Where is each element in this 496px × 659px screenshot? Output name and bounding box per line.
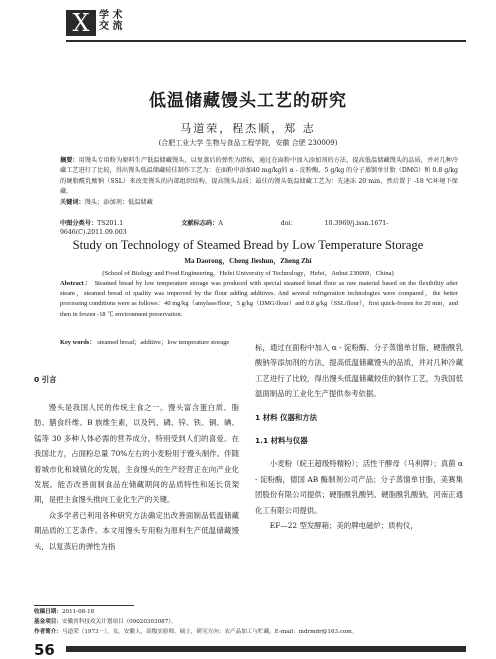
paper-title-en: Study on Technology of Steamed Bread by Low Temperature Storage	[72, 238, 424, 252]
clc-field	[60, 220, 151, 227]
abstract-en	[60, 279, 458, 320]
received-value: 2011-08-18	[61, 609, 95, 615]
clc-value: TS201.1	[97, 220, 124, 227]
footer-bar	[66, 646, 466, 652]
doi-label: doi：	[280, 220, 297, 227]
doi-value: 10.3969/j.issn.1671-9646(C).2011.09.003	[60, 220, 389, 236]
footnotes	[34, 607, 464, 637]
affiliation-en: (School of Biology and Food Engineering，Hefei University of Technology，Hefei，Anhui 230069，China)	[102, 270, 394, 277]
page-number: 56	[34, 641, 55, 659]
intro-heading: 0 引言	[34, 375, 57, 384]
keywords-cn-text: 馒头；添加剂；低温储藏	[84, 198, 153, 206]
instruments-paragraph: EF—22 型发酵箱；美的牌电磁炉；质构仪，	[269, 521, 418, 531]
author-bio-label: 作者简介：	[34, 629, 62, 635]
abstract-en-text: Steamed bread by low temperature storage was produced with special steamed bread flour as raw material based on the flexibility after steam，steamed bread of quality was improved by the flour adding additives. And several refrigeration technologies were compared，the better processing conditions were as follows：40 mg/kg（amylase/flour，5 g/kg（DMG/flour）and 0.8 g/kg（SSL/flour），first quick-frozen for 20 min，and then in frozen -18 ℃ environment preservation.	[60, 280, 459, 318]
abstract-en-label: Abstract：	[60, 280, 93, 287]
intro-paragraph-2: 众多学者已利用各种研究方法确定出改善面制品低温储藏期品质的工艺条件。本文用馒头专用粉为原料生产低温储藏馒头，以复蒸后的弹性为指	[34, 510, 239, 551]
left-column	[34, 400, 239, 554]
affiliation: (合肥工业大学 生物与食品工程学院，安徽 合肥 230009)	[158, 139, 338, 147]
section-letter-badge: X	[66, 10, 96, 36]
footnote-rule	[34, 605, 134, 606]
footnote-received	[34, 607, 464, 617]
section-label	[99, 10, 122, 32]
section-label-line1: 学 术	[99, 10, 123, 21]
abstract-cn-label: 摘要：	[60, 157, 79, 164]
abstract-cn	[60, 156, 458, 208]
doc-code-label: 文献标志码：	[181, 220, 219, 227]
classification-line	[60, 219, 458, 237]
doc-code-field	[181, 220, 251, 227]
section-1-1-heading: 1.1 材料与仪器	[255, 436, 308, 446]
clc-label: 中图分类号：	[60, 220, 98, 227]
materials-paragraph: 小麦粉（皖王超级特精粉）；活性干酵母（马利牌）；真菌 α - 淀粉酶，德国 AB 酶制剂公司产品；分子蒸馏单甘脂，美赛集团股份有限公司提供；硬脂酰乳酸钙、硬脂酰乳酸钠，河南正通化工有限公司提供。	[255, 459, 463, 515]
doc-code-value: A	[218, 220, 223, 227]
section-1-heading: 1 材料 仪器和方法	[255, 412, 318, 422]
keywords-en-text: steamed bread；additive；low temperature storage	[97, 339, 230, 346]
keywords-cn-label: 关键词：	[60, 198, 85, 206]
header-rule	[66, 40, 466, 42]
abstract-cn-text: 用馒头专用粉为原料生产低温储藏馒头，以复蒸后的弹性为指标，通过在面粉中加入添加剂的方法，提高低温储藏馒头的品质，并对几种冷藏工艺进行了比较，得出馒头低温储藏较佳制作工艺为：在面粉中添加40 mg/kg的 α - 淀粉酶、5 g/kg 的分子蒸馏单甘脂（DMG）和 0.8 g/kg 的硬脂酰乳酸钠（SSL）来改变馒头的内部组织结构，提高馒头品质；最佳的馒头低温储藏工艺为：先速冻 20 min，然后置于 -18 ℃环境下保藏。	[60, 157, 459, 196]
intro-continuation: 标，通过在面粉中加入 α - 淀粉酶、分子蒸馏单甘脂、硬脂酰乳酸钠等添加剂的方法，提高低温储藏馒头的品质，并对几种冷藏工艺进行了比较，得出馒头低温储藏较佳的制作工艺，为我国低温面制品的工业化生产提供参考依据。	[255, 343, 463, 399]
author-bio-value: 马道荣（1973－），女，安徽人，高级实验师，硕士，研究方向：农产品加工与贮藏。E-mail：mdrmdr@163.com。	[61, 629, 358, 635]
section-label-line2: 交 流	[99, 21, 123, 32]
received-label: 收稿日期：	[34, 609, 62, 615]
footnote-fund	[34, 617, 464, 627]
intro-paragraph-1: 馒头是我国人民的传统主食之一。馒头富含蛋白质、脂肪、膳食纤维、B 族维生素，以及钙、磷、锌、铁、铜、碘、锰等 30 多种人体必需的营养成分，特别受到人们的喜爱。在我国北方，占面粉总量 70%左右的小麦粉用于馒头制作。伴随着城市化和城镇化的发展，主食馒头的生产经营正在向产业化发展。能否改善面制食品在储藏期间的品质特性和延长货架期，是把主食馒头推向工业化生产的关键。	[34, 403, 239, 505]
right-column	[255, 340, 463, 533]
fund-label: 基金项目：	[34, 619, 62, 625]
paper-title: 低温储藏馒头工艺的研究	[149, 91, 347, 111]
footnote-author	[34, 627, 464, 637]
authors: 马道荣，程杰顺，郑 志	[180, 122, 316, 135]
keywords-en-label: Key words：	[60, 339, 96, 346]
fund-value: 安徽省科技攻关计划项目（09020303087）。	[61, 619, 177, 625]
authors-en: Ma Daorong，Cheng Jieshun，Zheng Zhi	[184, 257, 312, 265]
